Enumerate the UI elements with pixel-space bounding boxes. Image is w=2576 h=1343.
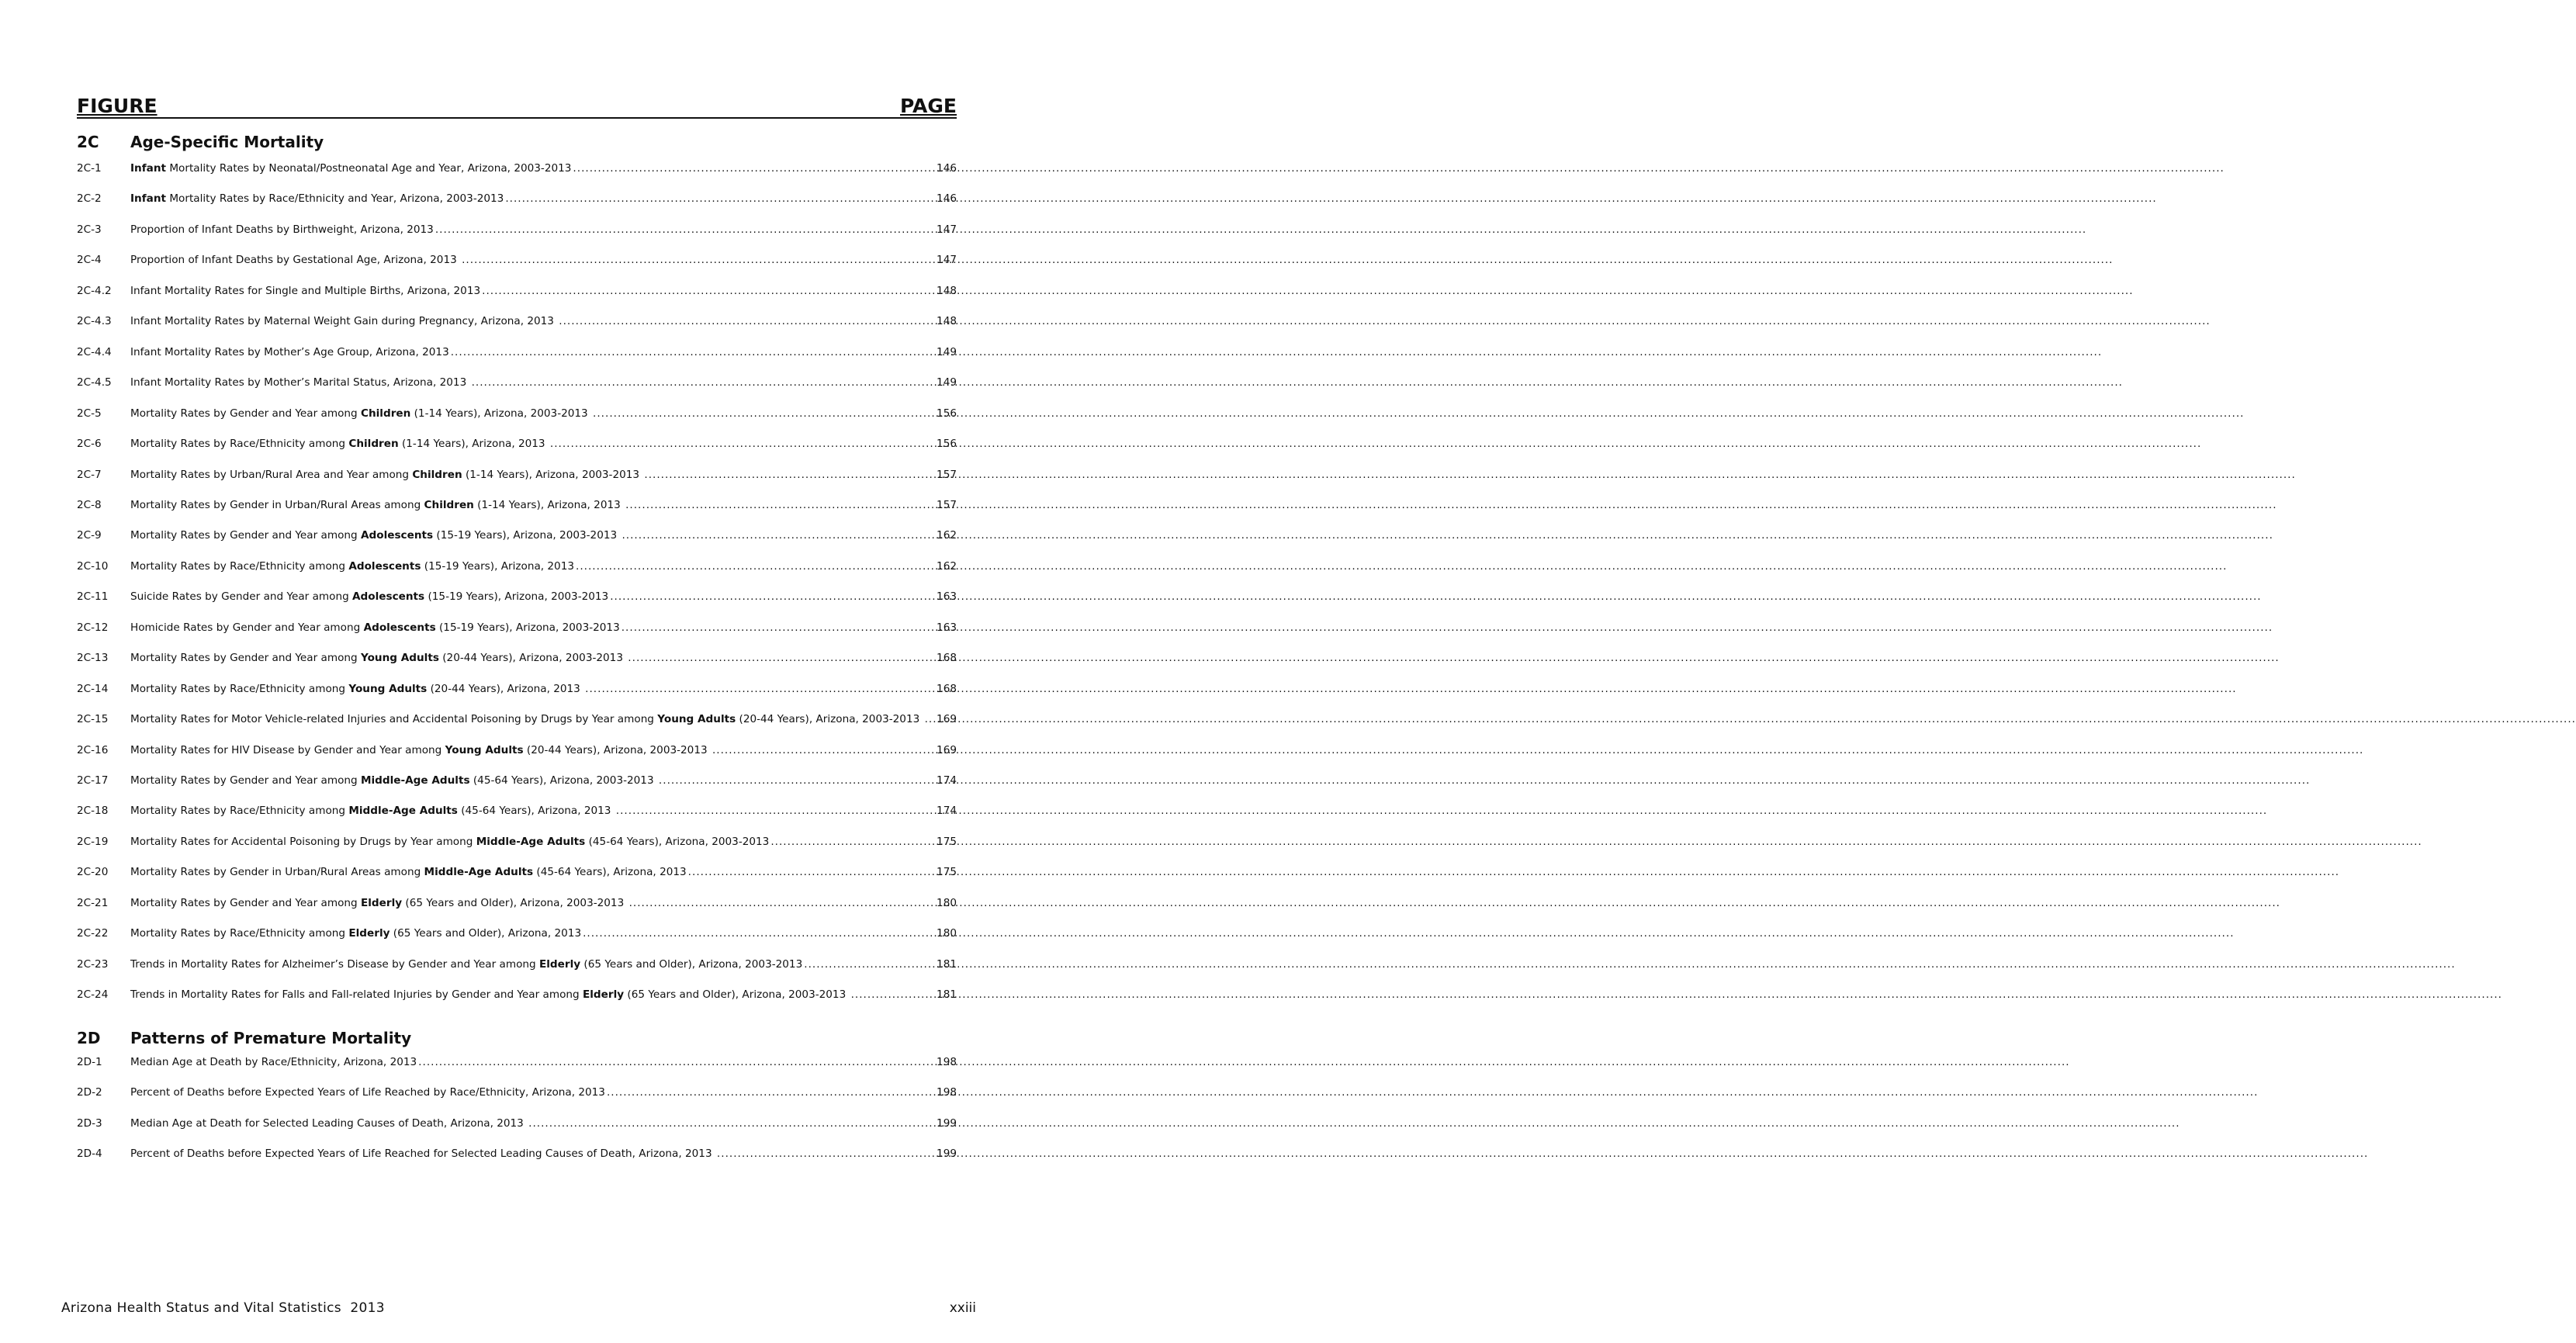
dot-leader xyxy=(616,802,935,819)
figure-title xyxy=(130,1145,715,1162)
figure-title-bold: Elderly xyxy=(582,988,625,1001)
page-number: 163 xyxy=(937,590,957,603)
page-number: 168 xyxy=(937,652,957,664)
figure-title-post: (45-64 Years), Arizona, 2013 xyxy=(457,805,615,817)
dot-leader xyxy=(621,619,935,636)
toc-entry[interactable] xyxy=(77,588,957,605)
dot-leader xyxy=(688,864,935,881)
figure-number: 2C-6 xyxy=(77,438,102,450)
figure-title-pre: Mortality Rates by Race/Ethnicity among xyxy=(130,927,349,940)
figure-title-post: (15-19 Years), Arizona, 2013 xyxy=(421,560,575,573)
figure-column-label: FIGURE xyxy=(77,95,158,117)
figure-title xyxy=(130,619,620,636)
figure-title xyxy=(130,925,581,942)
toc-entry[interactable] xyxy=(77,1115,957,1132)
figure-title xyxy=(130,742,711,759)
page-number: 198 xyxy=(937,1086,957,1099)
dot-leader xyxy=(593,405,935,422)
toc-entry[interactable] xyxy=(77,1054,957,1071)
toc-entry[interactable] xyxy=(77,190,957,207)
figure-title-pre: Median Age at Death for Selected Leading Causes of Death, Arizona, 2013 xyxy=(130,1117,528,1130)
footer-title: Arizona Health Status and Vital Statistics 2013 xyxy=(61,1300,385,1316)
figure-title-pre: Mortality Rates for Motor Vehicle-related Injuries and Accidental Poisoning by Drugs by Year among xyxy=(130,713,658,725)
figure-title-post: (15-19 Years), Arizona, 2003-2013 xyxy=(424,590,609,603)
page-number: 175 xyxy=(937,866,957,878)
figure-title xyxy=(130,313,557,330)
figure-title-post: (45-64 Years), Arizona, 2013 xyxy=(533,866,687,878)
figure-title-pre: Mortality Rates by Race/Ethnicity among xyxy=(130,560,349,573)
figure-title-pre: Mortality Rates by Urban/Rural Area and Year among xyxy=(130,469,413,481)
figure-title xyxy=(130,864,687,881)
figure-title-pre: Mortality Rates by Gender in Urban/Rural Areas among xyxy=(130,866,424,878)
page-number: 157 xyxy=(937,499,957,511)
dot-leader xyxy=(625,497,935,514)
figure-title xyxy=(130,1115,527,1132)
page-number: 180 xyxy=(937,927,957,940)
figure-title-pre: Suicide Rates by Gender and Year among xyxy=(130,590,353,603)
figure-title-bold: Children xyxy=(424,499,474,511)
figure-title-post: (65 Years and Older), Arizona, 2013 xyxy=(390,927,582,940)
figure-title-bold: Elderly xyxy=(538,958,581,971)
page-number: 175 xyxy=(937,836,957,848)
figure-number: 2C-4.3 xyxy=(77,315,112,327)
dot-leader xyxy=(607,1084,935,1101)
figure-title-pre: Proportion of Infant Deaths by Gestational Age, Arizona, 2013 xyxy=(130,254,461,266)
figure-title xyxy=(130,649,626,666)
page-number: 199 xyxy=(937,1147,957,1160)
toc-entry[interactable] xyxy=(77,405,957,422)
toc-entry[interactable] xyxy=(77,344,957,361)
dot-leader xyxy=(472,374,935,391)
toc-header xyxy=(77,94,957,119)
dot-leader xyxy=(712,742,935,759)
figure-title-post: Mortality Rates by Neonatal/Postneonatal Age and Year, Arizona, 2003-2013 xyxy=(166,162,572,175)
figure-number: 2D-1 xyxy=(77,1056,102,1068)
dot-leader xyxy=(644,466,935,483)
figure-title xyxy=(130,374,470,391)
figure-number: 2C-12 xyxy=(77,621,109,634)
section-heading xyxy=(77,130,957,154)
section-title: Patterns of Premature Mortality xyxy=(130,1029,412,1047)
toc-entry[interactable] xyxy=(77,772,957,789)
toc-entry[interactable] xyxy=(77,435,957,452)
figure-title xyxy=(130,497,624,514)
figure-number: 2C-16 xyxy=(77,744,109,756)
figure-title-post: (20-44 Years), Arizona, 2003-2013 xyxy=(736,713,923,725)
figure-title-post: (20-44 Years), Arizona, 2003-2013 xyxy=(438,652,627,664)
figure-number: 2C-11 xyxy=(77,590,109,603)
figure-title-pre: Mortality Rates by Gender and Year among xyxy=(130,529,361,542)
page-number: 149 xyxy=(937,346,957,358)
figure-title-pre: Infant Mortality Rates by Mother’s Age Group, Arizona, 2013 xyxy=(130,346,449,358)
page-number: 199 xyxy=(937,1117,957,1130)
page-number: 157 xyxy=(937,469,957,481)
figure-number: 2D-4 xyxy=(77,1147,102,1160)
figure-title-post: (65 Years and Older), Arizona, 2003-2013 xyxy=(580,958,803,971)
figure-title-bold: Infant xyxy=(130,162,166,175)
toc-entry[interactable] xyxy=(77,895,957,912)
figure-title xyxy=(130,190,504,207)
figure-number: 2C-15 xyxy=(77,713,109,725)
figure-title-post: (45-64 Years), Arizona, 2003-2013 xyxy=(585,836,770,848)
page-number: 156 xyxy=(937,407,957,420)
figure-number: 2C-8 xyxy=(77,499,102,511)
page-number: 148 xyxy=(937,315,957,327)
figure-title-pre: Mortality Rates by Gender in Urban/Rural Areas among xyxy=(130,499,424,511)
toc-entry[interactable] xyxy=(77,374,957,391)
toc-entry[interactable] xyxy=(77,558,957,575)
page-number: 168 xyxy=(937,683,957,695)
figure-title-bold: Adolescents xyxy=(352,590,425,603)
figure-title xyxy=(130,527,620,544)
figure-title xyxy=(130,344,449,361)
dot-leader xyxy=(621,527,935,544)
toc-entry[interactable] xyxy=(77,251,957,268)
figure-number: 2C-4 xyxy=(77,254,102,266)
figure-title-post: (1-14 Years), Arizona, 2003-2013 xyxy=(462,469,643,481)
figure-title-post: (65 Years and Older), Arizona, 2003-2013 xyxy=(624,988,850,1001)
figure-number: 2C-20 xyxy=(77,866,109,878)
figure-number: 2C-13 xyxy=(77,652,109,664)
figure-number: 2C-5 xyxy=(77,407,102,420)
page-number: 174 xyxy=(937,805,957,817)
toc-entry[interactable] xyxy=(77,802,957,819)
figure-title xyxy=(130,558,574,575)
figure-title xyxy=(130,1084,605,1101)
dot-leader xyxy=(482,282,935,299)
figure-title-bold: Young Adults xyxy=(445,744,524,756)
toc-entry[interactable] xyxy=(77,649,957,666)
figure-title-pre: Mortality Rates by Gender and Year among xyxy=(130,407,361,420)
toc-entry[interactable] xyxy=(77,956,957,973)
figure-number: 2C-4.4 xyxy=(77,346,112,358)
figure-title-bold: Middle-Age Adults xyxy=(360,774,470,787)
toc-entry[interactable] xyxy=(77,313,957,330)
dot-leader xyxy=(717,1145,935,1162)
page-number: 148 xyxy=(937,285,957,297)
page-number: 147 xyxy=(937,223,957,236)
figure-number: 2C-9 xyxy=(77,529,102,542)
page-number: 169 xyxy=(937,744,957,756)
page-column-label: PAGE xyxy=(900,95,957,117)
figure-title xyxy=(130,772,657,789)
figure-number: 2C-19 xyxy=(77,836,109,848)
figure-title-bold: Young Adults xyxy=(360,652,439,664)
dot-leader xyxy=(559,313,935,330)
figure-number: 2C-4.5 xyxy=(77,376,112,389)
dot-leader xyxy=(576,558,935,575)
figure-number: 2C-2 xyxy=(77,192,102,205)
figure-title-bold: Young Adults xyxy=(657,713,736,725)
toc-entry[interactable] xyxy=(77,619,957,636)
figure-number: 2C-24 xyxy=(77,988,109,1001)
toc-entry[interactable] xyxy=(77,711,957,728)
section-code: 2D xyxy=(77,1029,101,1047)
page-number: 149 xyxy=(937,376,957,389)
toc-entry[interactable] xyxy=(77,925,957,942)
dot-leader xyxy=(629,895,935,912)
figure-title xyxy=(130,221,434,238)
dot-leader xyxy=(804,956,935,973)
toc-entry[interactable] xyxy=(77,986,957,1003)
figure-number: 2C-18 xyxy=(77,805,109,817)
dot-leader xyxy=(583,925,935,942)
figure-title-bold: Children xyxy=(348,438,399,450)
figure-number: 2D-2 xyxy=(77,1086,102,1099)
toc-entry[interactable] xyxy=(77,1084,957,1101)
figure-title-bold: Children xyxy=(360,407,411,420)
section-title: Age-Specific Mortality xyxy=(130,133,324,151)
figure-title-post: Mortality Rates by Race/Ethnicity and Year, Arizona, 2003-2013 xyxy=(166,192,504,205)
figure-title-bold: Middle-Age Adults xyxy=(424,866,534,878)
dot-leader xyxy=(851,986,935,1003)
dot-leader xyxy=(528,1115,935,1132)
figure-title-post: (1-14 Years), Arizona, 2013 xyxy=(473,499,625,511)
figure-number: 2C-21 xyxy=(77,897,109,909)
figure-title-post: (1-14 Years), Arizona, 2003-2013 xyxy=(410,407,592,420)
figure-title xyxy=(130,282,480,299)
dot-leader xyxy=(628,649,935,666)
figure-title-bold: Young Adults xyxy=(348,683,428,695)
figure-number: 2C-7 xyxy=(77,469,102,481)
page-number: 147 xyxy=(937,254,957,266)
figure-title-pre: Infant Mortality Rates by Mother’s Marital Status, Arizona, 2013 xyxy=(130,376,470,389)
page-number: 146 xyxy=(937,162,957,175)
figure-title-post: (45-64 Years), Arizona, 2003-2013 xyxy=(469,774,657,787)
dot-leader xyxy=(462,251,935,268)
figure-title xyxy=(130,251,460,268)
figure-title xyxy=(130,466,642,483)
toc-entry[interactable] xyxy=(77,833,957,850)
figure-title xyxy=(130,956,802,973)
figure-title xyxy=(130,405,591,422)
figure-number: 2C-1 xyxy=(77,162,102,175)
page-number: 181 xyxy=(937,958,957,971)
page-number: 156 xyxy=(937,438,957,450)
figure-title-pre: Trends in Mortality Rates for Falls and Fall-related Injuries by Gender and Year among xyxy=(130,988,583,1001)
figure-number: 2C-23 xyxy=(77,958,109,971)
figure-title-pre: Median Age at Death by Race/Ethnicity, Arizona, 2013 xyxy=(130,1056,417,1068)
dot-leader xyxy=(435,221,935,238)
figure-title-pre: Mortality Rates by Gender and Year among xyxy=(130,897,361,909)
toc-entry[interactable] xyxy=(77,221,957,238)
dot-leader xyxy=(610,588,935,605)
figure-title-bold: Middle-Age Adults xyxy=(476,836,586,848)
figure-title-bold: Infant xyxy=(130,192,166,205)
figure-title-post: (15-19 Years), Arizona, 2003-2013 xyxy=(435,621,620,634)
figure-number: 2C-10 xyxy=(77,560,109,573)
figure-title-post: (65 Years and Older), Arizona, 2003-2013 xyxy=(402,897,628,909)
toc-entry[interactable] xyxy=(77,497,957,514)
section-heading xyxy=(77,1026,957,1050)
figure-title-post: (20-44 Years), Arizona, 2013 xyxy=(427,683,584,695)
figure-title-pre: Proportion of Infant Deaths by Birthweight, Arizona, 2013 xyxy=(130,223,434,236)
figure-title xyxy=(130,588,608,605)
toc-entry[interactable] xyxy=(77,1145,957,1162)
figure-number: 2D-3 xyxy=(77,1117,102,1130)
page-number: 162 xyxy=(937,560,957,573)
figure-title-pre: Percent of Deaths before Expected Years of Life Reached by Race/Ethnicity, Arizona, 2013 xyxy=(130,1086,605,1099)
toc-entry[interactable] xyxy=(77,680,957,697)
page-number: 180 xyxy=(937,897,957,909)
figure-title xyxy=(130,435,549,452)
section-code: 2C xyxy=(77,133,99,151)
page-number: 198 xyxy=(937,1056,957,1068)
figure-title-pre: Mortality Rates for Accidental Poisoning by Drugs by Year among xyxy=(130,836,476,848)
figure-number: 2C-4.2 xyxy=(77,285,112,297)
figure-title xyxy=(130,1054,417,1071)
figure-title-bold: Adolescents xyxy=(363,621,436,634)
figure-number: 2C-14 xyxy=(77,683,109,695)
figure-title-pre: Mortality Rates by Gender and Year among xyxy=(130,774,361,787)
figure-title-post: (1-14 Years), Arizona, 2013 xyxy=(398,438,549,450)
figure-title-pre: Mortality Rates by Race/Ethnicity among xyxy=(130,438,349,450)
figure-title-post: (15-19 Years), Arizona, 2003-2013 xyxy=(433,529,621,542)
figure-title-bold: Children xyxy=(412,469,462,481)
figure-title xyxy=(130,833,769,850)
toc-entry[interactable] xyxy=(77,466,957,483)
figure-title-bold: Middle-Age Adults xyxy=(348,805,458,817)
figure-title-pre: Mortality Rates by Race/Ethnicity among xyxy=(130,683,349,695)
page-number: 146 xyxy=(937,192,957,205)
figure-title-bold: Adolescents xyxy=(348,560,421,573)
figure-title-bold: Adolescents xyxy=(360,529,434,542)
toc-entry[interactable] xyxy=(77,864,957,881)
dot-leader xyxy=(451,344,935,361)
figure-title-post: (20-44 Years), Arizona, 2003-2013 xyxy=(523,744,711,756)
dot-leader xyxy=(925,711,935,728)
figure-title-pre: Mortality Rates for HIV Disease by Gender and Year among xyxy=(130,744,445,756)
toc-entry[interactable] xyxy=(77,527,957,544)
figure-number: 2C-22 xyxy=(77,927,109,940)
dot-leader xyxy=(585,680,935,697)
footer-page-number: xxiii xyxy=(949,1300,976,1316)
figure-title-pre: Infant Mortality Rates for Single and Multiple Births, Arizona, 2013 xyxy=(130,285,481,297)
figure-title xyxy=(130,895,628,912)
figure-number: 2C-17 xyxy=(77,774,109,787)
dot-leader xyxy=(573,160,935,177)
dot-leader xyxy=(418,1054,935,1071)
figure-title-pre: Homicide Rates by Gender and Year among xyxy=(130,621,364,634)
figure-title-bold: Elderly xyxy=(360,897,403,909)
figure-title xyxy=(130,160,571,177)
figure-title-pre: Trends in Mortality Rates for Alzheimer’s Disease by Gender and Year among xyxy=(130,958,539,971)
figure-title-pre: Infant Mortality Rates by Maternal Weight Gain during Pregnancy, Arizona, 2013 xyxy=(130,315,558,327)
toc-entry[interactable] xyxy=(77,742,957,759)
dot-leader xyxy=(550,435,935,452)
figure-title xyxy=(130,802,615,819)
figure-title-pre: Percent of Deaths before Expected Years of Life Reached for Selected Leading Causes of Death, Arizona, 2013 xyxy=(130,1147,715,1160)
dot-leader xyxy=(505,190,935,207)
figure-title-pre: Mortality Rates by Gender and Year among xyxy=(130,652,361,664)
toc-entry[interactable] xyxy=(77,160,957,177)
toc-entry[interactable] xyxy=(77,282,957,299)
page-number: 174 xyxy=(937,774,957,787)
page-number: 169 xyxy=(937,713,957,725)
page-number: 181 xyxy=(937,988,957,1001)
figure-title xyxy=(130,986,850,1003)
dot-leader xyxy=(770,833,935,850)
figure-title-pre: Mortality Rates by Race/Ethnicity among xyxy=(130,805,349,817)
page-number: 163 xyxy=(937,621,957,634)
figure-title xyxy=(130,680,583,697)
figure-title xyxy=(130,711,923,728)
figure-number: 2C-3 xyxy=(77,223,102,236)
page-number: 162 xyxy=(937,529,957,542)
dot-leader xyxy=(659,772,935,789)
figure-title-bold: Elderly xyxy=(348,927,390,940)
